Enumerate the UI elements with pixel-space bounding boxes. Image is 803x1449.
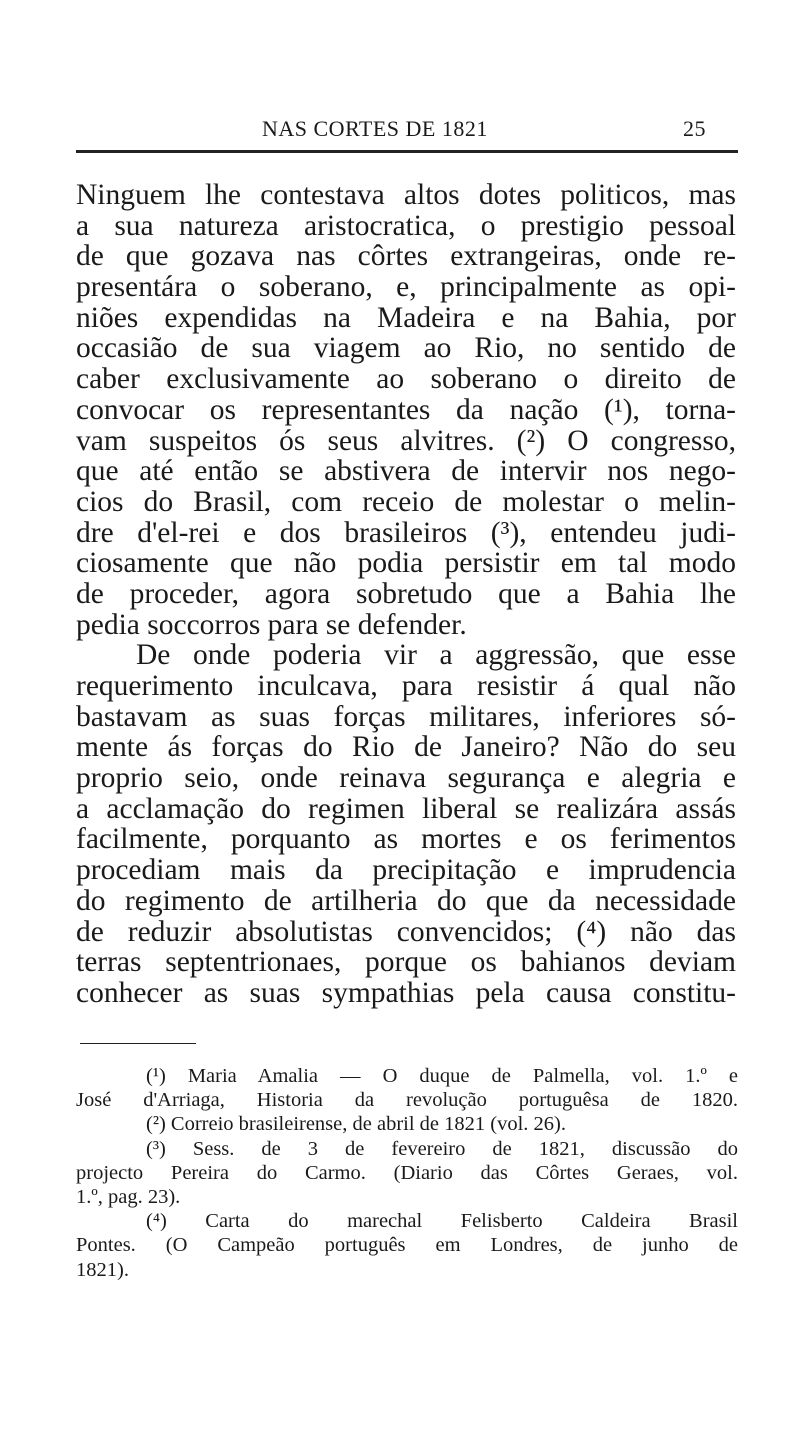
text-line: de proceder, agora sobretudo que a Bahia lhe [76, 577, 736, 610]
footnote-line: (¹) Maria Amalia — O duque de Palmella, vol. 1.º e [146, 1065, 738, 1087]
footnote-line: 1821). [76, 1258, 129, 1281]
header-rule [76, 150, 738, 153]
running-head [76, 114, 736, 148]
text-line: a sua natureza aristocratica, o prestigio pessoal [76, 209, 736, 242]
text-line: facilmente, porquanto as mortes e os ferimentos [76, 823, 736, 856]
text-line: niões expendidas na Madeira e na Bahia, por [76, 301, 736, 334]
text-line: convocar os representantes da nação (¹), torna- [76, 393, 736, 426]
running-title: NAS CORTES DE 1821 [262, 116, 488, 141]
footnote-line: (⁴) Carta do marechal Felisberto Caldeira Brasil [146, 1210, 738, 1233]
page-number: 25 [683, 116, 706, 141]
text-line: do regimento de artilheria do que da necessidade [76, 884, 736, 917]
text-line: procediam mais da precipitação e imprudencia [76, 854, 736, 887]
text-line: conhecer as suas sympathias pela causa constitu- [76, 976, 736, 1009]
footnotes [76, 1064, 738, 1282]
text-line: bastavam as suas forças militares, inferiores só- [76, 700, 736, 733]
footnote-rule [80, 1043, 196, 1044]
text-line: caber exclusivamente ao soberano o direito de [76, 363, 736, 396]
footnote-line: (³) Sess. de 3 de fevereiro de 1821, discussão do [146, 1137, 738, 1160]
text-line: Ninguem lhe contestava altos dotes politicos, mas [76, 179, 736, 211]
footnote-line: José d'Arriaga, Historia da revolução portuguêsa de 1820. [76, 1089, 738, 1112]
text-line: terras septentrionaes, porque os bahianos deviam [76, 946, 736, 979]
text-line: de que gozava nas côrtes extrangeiras, onde re- [76, 240, 736, 273]
text-line: de reduzir absolutistas convencidos; (⁴) não das [76, 915, 736, 948]
text-line: occasião de sua viagem ao Rio, no sentido de [76, 332, 736, 365]
footnote-line: Pontes. (O Campeão português em Londres, de junho de [76, 1234, 738, 1257]
footnote-line: 1.º, pag. 23). [76, 1185, 181, 1208]
text-line: que até então se abstivera de intervir nos nego- [76, 455, 736, 488]
text-line: cios do Brasil, com receio de molestar o melin- [76, 485, 736, 518]
body-text [76, 180, 736, 1009]
footnote-line: (²) Correio brasileirense, de abril de 1821 (vol. 26). [146, 1113, 566, 1136]
text-line: a acclamação do regimen liberal se realizára assás [76, 792, 736, 825]
text-line: pedia soccorros para se defender. [76, 608, 467, 641]
text-line: ciosamente que não podia persistir em tal modo [76, 547, 736, 580]
footnote-line: projecto Pereira do Carmo. (Diario das Côrtes Geraes, vol. [76, 1161, 738, 1184]
text-line: presentára o soberano, e, principalmente as opi- [76, 271, 736, 304]
text-line: dre d'el-rei e dos brasileiros (³), entendeu judi- [76, 516, 736, 549]
text-line: proprio seio, onde reinava segurança e alegria e [76, 762, 736, 795]
text-line: De onde poderia vir a aggressão, que esse [136, 639, 736, 672]
text-line: mente ás forças do Rio de Janeiro? Não do seu [76, 731, 736, 764]
text-line: requerimento inculcava, para resistir á qual não [76, 670, 736, 702]
text-line: vam suspeitos ós seus alvitres. (²) O congresso, [76, 424, 736, 457]
